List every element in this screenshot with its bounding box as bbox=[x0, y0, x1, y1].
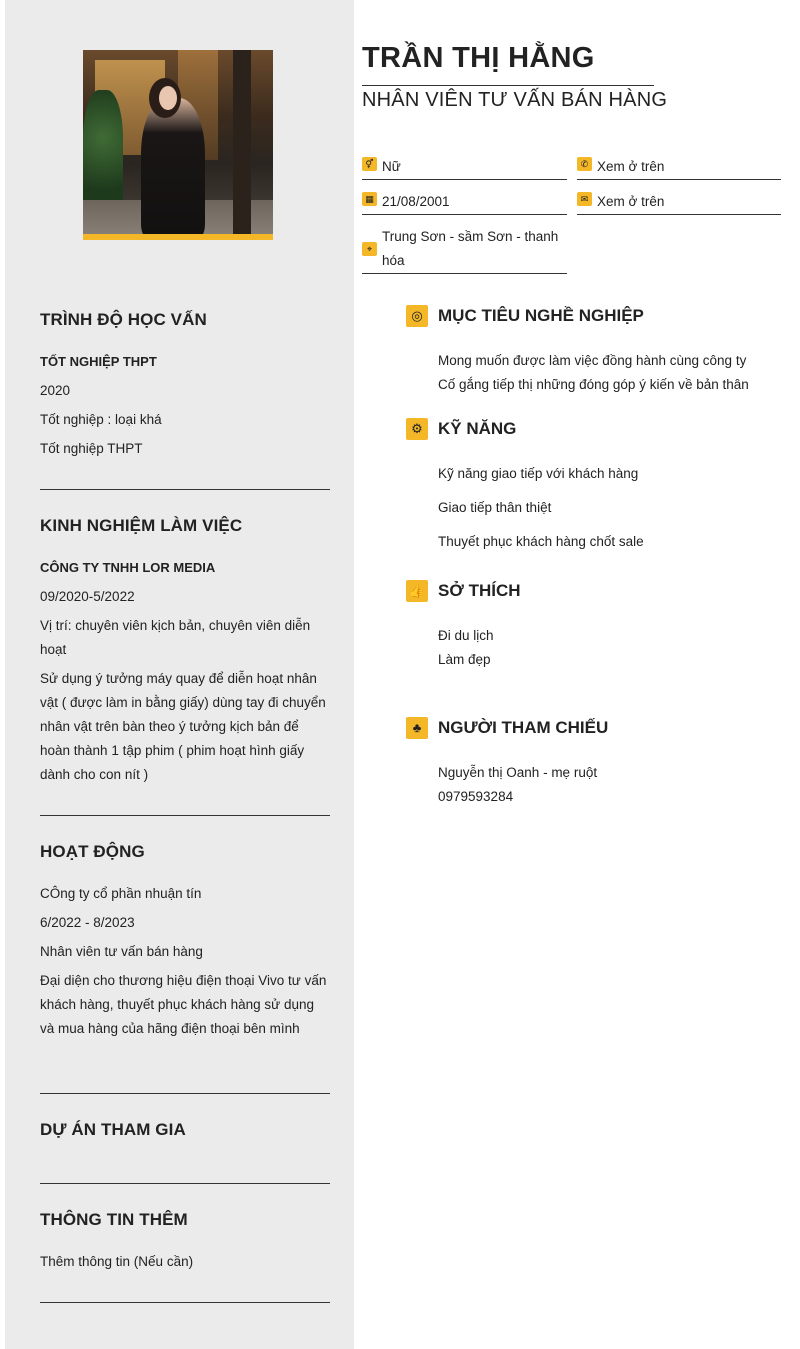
skill-item: Kỹ năng giao tiếp với khách hàng bbox=[438, 466, 639, 481]
gear-icon: ⚙ bbox=[406, 418, 428, 440]
experience-company: CÔNG TY TNHH LOR MEDIA bbox=[40, 560, 216, 575]
photo-background-plant bbox=[83, 90, 123, 210]
gender-field bbox=[362, 155, 567, 181]
skill-item: Thuyết phục khách hàng chốt sale bbox=[438, 534, 644, 549]
education-grade: Tốt nghiệp : loại khá bbox=[40, 412, 162, 427]
objective-line: Mong muốn được làm việc đồng hành cùng công ty bbox=[438, 353, 747, 368]
activities-org: CÔng ty cổ phần nhuận tín bbox=[40, 886, 202, 901]
education-note: Tốt nghiệp THPT bbox=[40, 441, 143, 456]
projects-section bbox=[40, 1120, 330, 1140]
extra-info-section bbox=[40, 1210, 330, 1274]
education-year: 2020 bbox=[40, 383, 71, 398]
people-icon: ♣ bbox=[406, 717, 428, 739]
reference-phone: 0979593284 bbox=[438, 789, 514, 804]
email-icon: ✉ bbox=[577, 192, 592, 206]
name-underline bbox=[362, 85, 654, 86]
divider bbox=[40, 489, 330, 490]
hobbies-heading: SỞ THÍCH bbox=[438, 581, 521, 600]
thumbs-up-icon: 👍 bbox=[406, 580, 428, 602]
experience-section bbox=[40, 516, 330, 787]
extra-info-heading: THÔNG TIN THÊM bbox=[40, 1210, 188, 1229]
experience-description: Sử dụng ý tưởng máy quay để diễn hoạt nhân vật ( được làm in bằng giấy) dùng tay đi chuyển nhân vật trên bàn theo ý tưởng kịch bản để hoàn thành 1 tập phim ( phim hoạt hình giấy dành cho con nít ) bbox=[40, 671, 326, 782]
hobbies-section bbox=[406, 580, 786, 675]
divider bbox=[40, 815, 330, 816]
gender-value: Nữ bbox=[382, 159, 401, 174]
calendar-icon: ▦ bbox=[362, 192, 377, 206]
skills-heading: KỸ NĂNG bbox=[438, 419, 517, 438]
divider bbox=[40, 1093, 330, 1094]
photo-person bbox=[141, 98, 205, 238]
extra-info-text: Thêm thông tin (Nếu cần) bbox=[40, 1254, 194, 1269]
field-underline bbox=[577, 179, 781, 180]
hobby-item: Đi du lịch bbox=[438, 628, 494, 643]
references-heading: NGƯỜI THAM CHIẾU bbox=[438, 718, 609, 737]
reference-person: Nguyễn thị Oanh - mẹ ruột bbox=[438, 765, 598, 780]
divider bbox=[40, 1183, 330, 1184]
references-section bbox=[406, 717, 786, 812]
field-underline bbox=[362, 273, 567, 274]
birthday-field bbox=[362, 190, 567, 216]
phone-field bbox=[577, 155, 781, 181]
job-title: NHÂN VIÊN TƯ VẤN BÁN HÀNG bbox=[362, 89, 668, 111]
experience-period: 09/2020-5/2022 bbox=[40, 589, 135, 604]
address-field bbox=[362, 225, 567, 275]
email-field bbox=[577, 190, 781, 216]
objective-heading: MỤC TIÊU NGHỀ NGHIỆP bbox=[438, 306, 644, 325]
education-school: TỐT NGHIỆP THPT bbox=[40, 354, 157, 369]
birthday-value: 21/08/2001 bbox=[382, 194, 450, 209]
education-section bbox=[40, 310, 330, 461]
hobby-item: Làm đẹp bbox=[438, 652, 491, 667]
email-value: Xem ở trên bbox=[597, 194, 665, 209]
full-name: TRẦN THỊ HẰNG bbox=[362, 42, 595, 74]
field-underline bbox=[362, 179, 567, 180]
activities-section bbox=[40, 842, 330, 1041]
education-heading: TRÌNH ĐỘ HỌC VẤN bbox=[40, 310, 207, 329]
activities-description: Đại diện cho thương hiệu điện thoại Vivo tư vấn khách hàng, thuyết phục khách hàng sử dụng và mua hàng của hãng điện thoại bên mình bbox=[40, 973, 327, 1036]
skills-section bbox=[406, 418, 786, 558]
activities-role: Nhân viên tư vấn bán hàng bbox=[40, 944, 203, 959]
field-underline bbox=[577, 214, 781, 215]
photo-person-face bbox=[159, 86, 177, 110]
divider bbox=[40, 1302, 330, 1303]
field-underline bbox=[362, 214, 567, 215]
phone-icon: ✆ bbox=[577, 157, 592, 171]
projects-heading: DỰ ÁN THAM GIA bbox=[40, 1120, 186, 1139]
target-icon: ◎ bbox=[406, 305, 428, 327]
activities-period: 6/2022 - 8/2023 bbox=[40, 915, 135, 930]
photo-accent-bar bbox=[83, 234, 273, 240]
location-pin-icon: ⌖ bbox=[362, 242, 377, 256]
experience-position: Vị trí: chuyên viên kịch bản, chuyên viên diễn hoạt bbox=[40, 618, 311, 657]
photo-background-tree bbox=[233, 50, 251, 240]
activities-heading: HOẠT ĐỘNG bbox=[40, 842, 145, 861]
skill-item: Giao tiếp thân thiệt bbox=[438, 500, 552, 515]
phone-value: Xem ở trên bbox=[597, 159, 665, 174]
address-value: Trung Sơn - sầm Sơn - thanh hóa bbox=[382, 229, 559, 268]
objective-line: Cố gắng tiếp thị những đóng góp ý kiến về bản thân bbox=[438, 377, 749, 392]
profile-photo bbox=[83, 50, 273, 240]
gender-icon: ⚥ bbox=[362, 157, 377, 171]
objective-section bbox=[406, 305, 786, 400]
experience-heading: KINH NGHIỆM LÀM VIỆC bbox=[40, 516, 243, 535]
